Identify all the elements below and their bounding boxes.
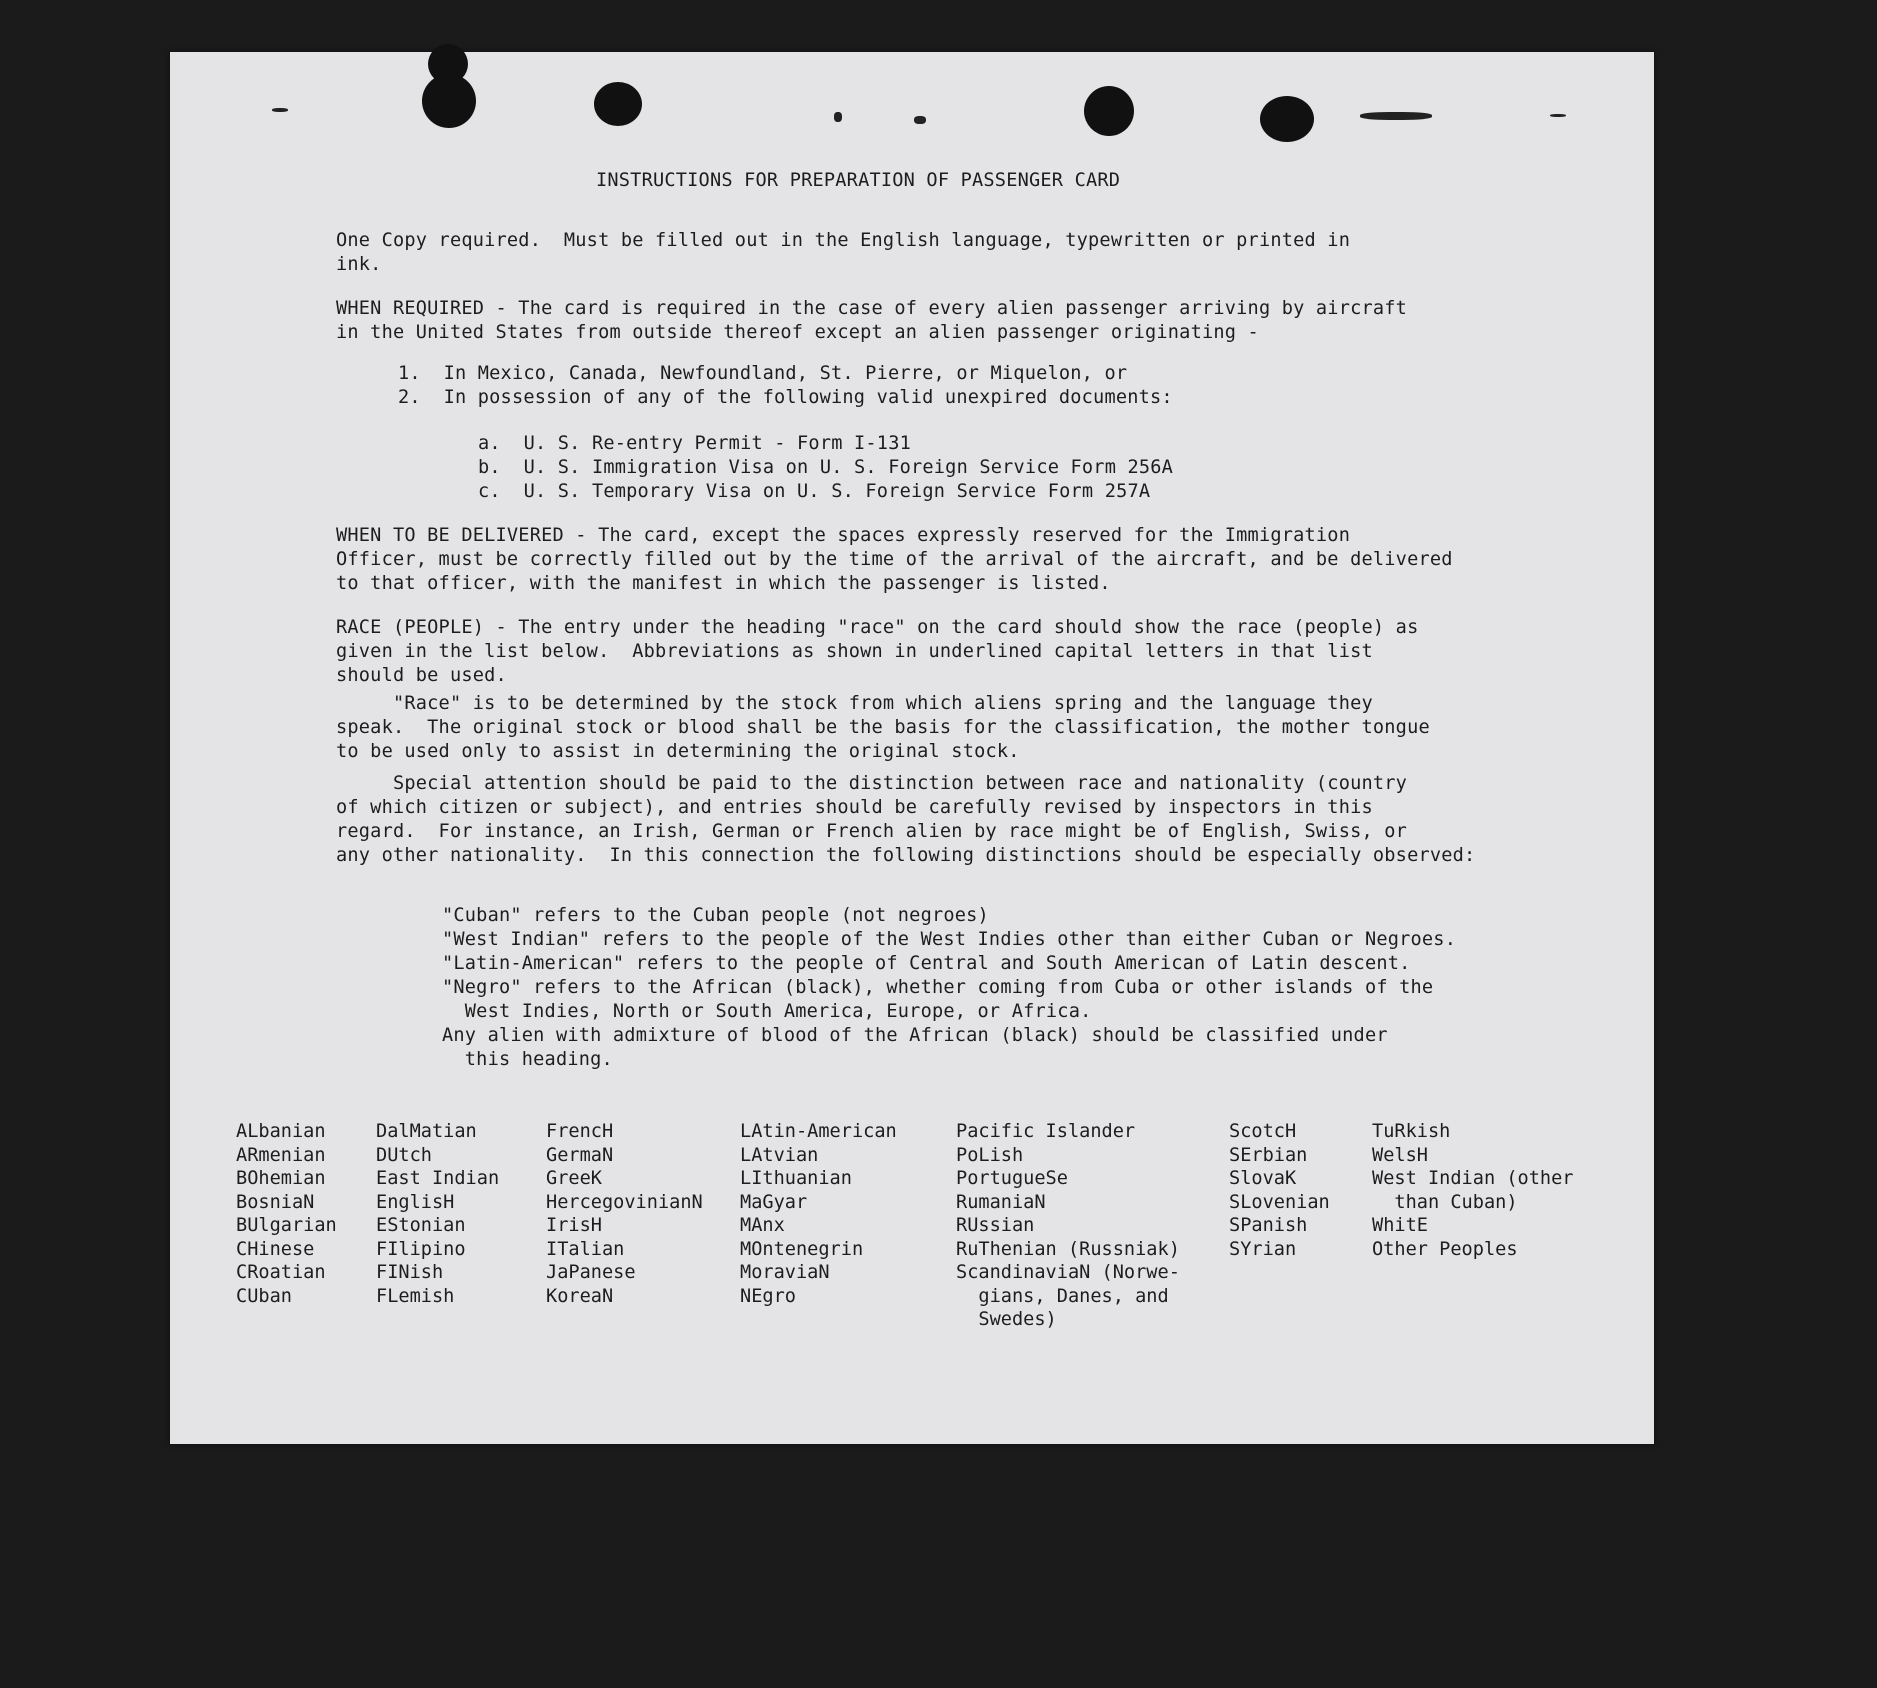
race-entry: CUban [236, 1285, 292, 1307]
race-definition-paragraph: "Race" is to be determined by the stock from which aliens spring and the language they speak. The original stock or blood shall be the basis for the classification, the mother tongue to be used only to assist in determining the original stock. [336, 693, 1430, 762]
race-entry: CRoatian [236, 1262, 326, 1283]
race-entry: MaGyar [740, 1191, 808, 1213]
race-entry: SlovaK [1229, 1168, 1297, 1189]
race-list-column [546, 1120, 703, 1308]
race-entry: LIthuanian [740, 1168, 852, 1189]
intro-paragraph: One Copy required. Must be filled out in the English language, typewritten or printed in ink. [336, 230, 1351, 275]
race-entry: MoraviaN [740, 1262, 830, 1283]
race-entry: gians, Danes, and [956, 1285, 1169, 1307]
race-entry: PortugueSe [956, 1168, 1068, 1189]
race-entry: RUssian [956, 1215, 1035, 1236]
race-entry: SErbian [1229, 1144, 1308, 1166]
race-entry: PoLish [956, 1144, 1024, 1166]
race-list-column [740, 1120, 897, 1308]
race-entry: EnglisH [376, 1191, 455, 1213]
race-list-column [1229, 1120, 1330, 1261]
race-entry: Pacific Islander [956, 1121, 1136, 1142]
document-title: INSTRUCTIONS FOR PREPARATION OF PASSENGER CARD [596, 170, 1121, 191]
race-entry: NEgro [740, 1285, 796, 1307]
race-entry: Swedes) [956, 1309, 1057, 1330]
race-entry: BOhemian [236, 1168, 326, 1189]
race-entry: WelsH [1372, 1144, 1428, 1166]
race-entry: SYrian [1229, 1238, 1297, 1260]
race-list-column [956, 1120, 1180, 1332]
race-entry: FrencH [546, 1121, 614, 1142]
race-entry: MAnx [740, 1215, 785, 1236]
race-entry: MOntenegrin [740, 1238, 864, 1260]
race-entry: ITalian [546, 1238, 625, 1260]
race-entry: FLemish [376, 1285, 455, 1307]
race-entry: KoreaN [546, 1285, 614, 1307]
race-intro-paragraph: RACE (PEOPLE) - The entry under the heading "race" on the card should show the race (people) as given in the list below. Abbreviations as shown in underlined capital letters in that list should be used. [336, 617, 1419, 686]
race-entry: BosniaN [236, 1191, 315, 1213]
punch-hole [1260, 96, 1314, 142]
race-entry: ALbanian [236, 1121, 326, 1142]
required-items-list: 1. In Mexico, Canada, Newfoundland, St. Pierre, or Miquelon, or 2. In possession of any of the following valid unexpired documents: [398, 363, 1173, 408]
documents-list: a. U. S. Re-entry Permit - Form I-131 b. U. S. Immigration Visa on U. S. Foreign Service Form 256A c. U. S. Temporary Visa on U. S. Foreign Service Form 257A [478, 433, 1174, 502]
document-page [170, 52, 1654, 1444]
punch-hole [1084, 86, 1134, 136]
punch-hole [594, 82, 642, 126]
race-entry: FINish [376, 1262, 444, 1283]
race-entry: RuThenian (Russniak) [956, 1238, 1180, 1260]
race-entry: JaPanese [546, 1262, 636, 1283]
when-delivered-paragraph: WHEN TO BE DELIVERED - The card, except the spaces expressly reserved for the Immigration Officer, must be correctly filled out by the time of the arrival of the aircraft, and be delivered to that officer, with the manifest in which the passenger is listed. [336, 525, 1453, 594]
race-entry: ARmenian [236, 1144, 326, 1166]
ink-speck [914, 116, 926, 124]
race-entry: IrisH [546, 1215, 602, 1236]
race-entry: TuRkish [1372, 1121, 1451, 1142]
ink-speck [834, 112, 842, 122]
race-entry: East Indian [376, 1168, 500, 1189]
race-entry: SLovenian [1229, 1191, 1330, 1213]
race-entry: DalMatian [376, 1121, 477, 1142]
when-required-paragraph: WHEN REQUIRED - The card is required in the case of every alien passenger arriving by aircraft in the United States from outside thereof except an alien passenger originating - [336, 298, 1408, 343]
ink-speck [1360, 112, 1432, 120]
race-list-column [236, 1120, 337, 1308]
ink-speck [1550, 114, 1566, 117]
race-entry: BUlgarian [236, 1215, 337, 1236]
race-entry: HercegovinianN [546, 1191, 703, 1213]
punch-hole [428, 44, 468, 84]
special-attention-paragraph: Special attention should be paid to the distinction between race and nationality (country of which citizen or subject), and entries should be carefully revised by inspectors in this regard. For instance, an Irish, German or French alien by race might be of English, Swiss, or any other nationality. In this connection the following distinctions should be especially observed: [336, 773, 1476, 866]
race-entry: DUtch [376, 1144, 432, 1166]
distinctions-list: "Cuban" refers to the Cuban people (not negroes) "West Indian" refers to the people of the West Indies other than either Cuban or Negroes. "Latin-American" refers to the people of Central and South American of Latin descent. "Negro" refers to the African (black), whether coming from Cuba or other islands of the West Indies, North or South America, Europe, or Africa. Any alien with admixture of blood of the African (black) should be classified under this heading. [442, 905, 1457, 1070]
race-list-column [376, 1120, 499, 1308]
race-entry: ScandinaviaN (Norwe- [956, 1262, 1180, 1283]
race-entry: than Cuban) [1372, 1191, 1518, 1213]
race-entry: GermaN [546, 1144, 614, 1166]
race-entry: West Indian (other [1372, 1168, 1574, 1189]
race-entry: CHinese [236, 1238, 315, 1260]
race-list-column [1372, 1120, 1574, 1261]
race-entry: LAtin-American [740, 1121, 897, 1142]
race-entry: SPanish [1229, 1215, 1308, 1236]
race-entry: EStonian [376, 1215, 466, 1236]
race-entry: FIlipino [376, 1238, 466, 1260]
race-entry: GreeK [546, 1168, 602, 1189]
race-entry: Other Peoples [1372, 1238, 1518, 1260]
race-entry: ScotcH [1229, 1121, 1297, 1142]
ink-speck [272, 108, 288, 112]
race-entry: WhitE [1372, 1215, 1428, 1236]
race-entry: LAtvian [740, 1144, 819, 1166]
race-entry: RumaniaN [956, 1191, 1046, 1213]
